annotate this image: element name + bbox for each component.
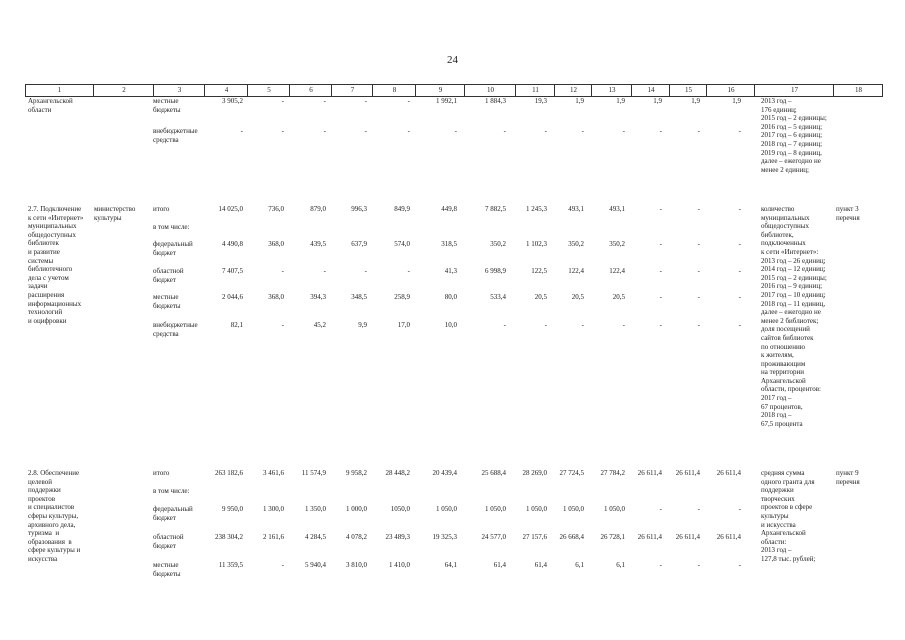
- measure-name: Архангельской области: [28, 97, 73, 114]
- value-cell: -: [281, 97, 284, 105]
- value-cell: -: [738, 127, 741, 135]
- value-cell: -: [659, 561, 662, 569]
- value-cell: 64,1: [444, 561, 457, 569]
- value-cell: 19 325,3: [432, 533, 457, 541]
- header-cell: 5: [247, 85, 290, 96]
- value-cell: -: [659, 205, 662, 213]
- value-cell: -: [659, 240, 662, 248]
- value-cell: 26 611,4: [716, 533, 741, 541]
- value-cell: 26 611,4: [675, 533, 700, 541]
- measure-name: 2.8. Обеспечение целевой поддержки проектов и специалистов сферы культуры, архивного дела, туризма и образования в сфере культуры и искусства: [28, 469, 81, 563]
- value-cell: 5 940,4: [305, 561, 326, 569]
- source-cell: итого: [153, 469, 170, 477]
- value-cell: 1 102,3: [526, 240, 547, 248]
- header-cell: 2: [93, 85, 154, 96]
- value-cell: 3 810,0: [346, 561, 367, 569]
- value-cell: 4 078,2: [346, 533, 367, 541]
- value-cell: 45,2: [313, 321, 326, 329]
- header-cell: 3: [153, 85, 205, 96]
- value-cell: -: [544, 321, 547, 329]
- value-cell: 26 611,4: [637, 533, 662, 541]
- value-cell: 28 269,0: [522, 469, 547, 477]
- value-cell: 238 304,2: [215, 533, 243, 541]
- value-cell: 350,2: [609, 240, 625, 248]
- header-cell: 18: [833, 85, 883, 96]
- value-cell: -: [364, 127, 367, 135]
- header-cell: 1: [57, 86, 62, 94]
- value-cell: 6,1: [575, 561, 584, 569]
- value-cell: 4 490,8: [222, 240, 243, 248]
- value-cell: 439,5: [310, 240, 326, 248]
- value-cell: 1,9: [653, 97, 662, 105]
- source-cell: областной бюджет: [153, 533, 184, 550]
- value-cell: -: [659, 321, 662, 329]
- value-cell: 11 359,5: [218, 561, 243, 569]
- value-cell: 9 950,0: [222, 505, 243, 513]
- value-cell: 25 688,4: [481, 469, 506, 477]
- value-cell: -: [659, 267, 662, 275]
- value-cell: -: [364, 267, 367, 275]
- value-cell: 368,0: [268, 240, 284, 248]
- value-cell: -: [738, 321, 741, 329]
- value-cell: -: [622, 321, 625, 329]
- value-cell: 1 350,0: [305, 505, 326, 513]
- value-cell: -: [697, 561, 700, 569]
- value-cell: -: [738, 267, 741, 275]
- value-cell: 1 992,1: [436, 97, 457, 105]
- value-cell: 122,4: [568, 267, 584, 275]
- header-cell: 12: [554, 85, 592, 96]
- value-cell: 533,4: [490, 293, 506, 301]
- source-cell: областной бюджет: [153, 267, 184, 284]
- header-cell: 11: [515, 85, 555, 96]
- value-cell: -: [503, 321, 506, 329]
- header-cell: 4: [204, 85, 248, 96]
- value-cell: 26 728,1: [600, 533, 625, 541]
- value-cell: -: [659, 293, 662, 301]
- value-cell: 1 245,3: [526, 205, 547, 213]
- value-cell: 20,5: [612, 293, 625, 301]
- value-cell: 7 407,5: [222, 267, 243, 275]
- value-cell: -: [697, 205, 700, 213]
- header-cell: 13: [591, 85, 632, 96]
- value-cell: -: [659, 127, 662, 135]
- value-cell: -: [240, 127, 243, 135]
- table-header: [25, 84, 883, 97]
- indicator-cell: 2013 год – 176 единиц; 2015 год – 2 единицы; 2016 год – 5 единиц; 2017 год – 6 единиц; 2018 год – 7 единиц; 2019 год – 8 единиц, далее – ежегодно не менее 2 единиц;: [761, 97, 827, 174]
- value-cell: 493,1: [568, 205, 584, 213]
- value-cell: 26 611,4: [637, 469, 662, 477]
- header-cell: 7: [331, 85, 373, 96]
- reference-cell: пункт 3 перечня: [836, 205, 860, 222]
- value-cell: -: [738, 240, 741, 248]
- value-cell: -: [697, 321, 700, 329]
- value-cell: 9 958,2: [346, 469, 367, 477]
- value-cell: -: [659, 505, 662, 513]
- source-cell: федеральный бюджет: [153, 505, 193, 522]
- value-cell: 26 611,4: [675, 469, 700, 477]
- value-cell: 637,9: [351, 240, 367, 248]
- value-cell: -: [738, 205, 741, 213]
- value-cell: -: [407, 267, 410, 275]
- value-cell: 2 161,6: [263, 533, 284, 541]
- executor-cell: министерство культуры: [94, 205, 136, 222]
- value-cell: -: [738, 561, 741, 569]
- value-cell: 1 050,0: [485, 505, 506, 513]
- header-cell: 16: [706, 85, 755, 96]
- page-number: 24: [447, 54, 458, 66]
- value-cell: -: [323, 97, 326, 105]
- value-cell: 1 884,3: [485, 97, 506, 105]
- value-cell: 17,0: [397, 321, 410, 329]
- value-cell: 20,5: [571, 293, 584, 301]
- value-cell: 1,9: [575, 97, 584, 105]
- value-cell: 24 577,0: [481, 533, 506, 541]
- source-cell: местные бюджеты: [153, 561, 181, 578]
- value-cell: 3 905,2: [222, 97, 243, 105]
- value-cell: 449,8: [441, 205, 457, 213]
- value-cell: 996,3: [351, 205, 367, 213]
- value-cell: 27 784,2: [600, 469, 625, 477]
- in-total-label: в том числе:: [153, 487, 190, 495]
- value-cell: -: [281, 127, 284, 135]
- value-cell: 263 182,6: [215, 469, 243, 477]
- value-cell: 1 410,0: [389, 561, 410, 569]
- reference-cell: пункт 9 перечня: [836, 469, 860, 486]
- value-cell: 26 668,4: [559, 533, 584, 541]
- header-cell: 8: [372, 85, 416, 96]
- value-cell: 20,5: [534, 293, 547, 301]
- value-cell: -: [281, 267, 284, 275]
- value-cell: 493,1: [609, 205, 625, 213]
- value-cell: 1,9: [732, 97, 741, 105]
- value-cell: 879,0: [310, 205, 326, 213]
- value-cell: -: [281, 561, 284, 569]
- indicator-cell: средняя сумма одного гранта для поддержки творческих проектов в сфере культуры и искусства Архангельской области: 2013 год – 127,8 тыс. рублей;: [761, 469, 816, 563]
- value-cell: -: [581, 127, 584, 135]
- value-cell: 1,9: [691, 97, 700, 105]
- value-cell: 350,2: [490, 240, 506, 248]
- value-cell: -: [407, 127, 410, 135]
- header-cell: 10: [464, 85, 516, 96]
- value-cell: -: [697, 240, 700, 248]
- header-cell: 14: [631, 85, 670, 96]
- source-cell: федеральный бюджет: [153, 240, 193, 257]
- value-cell: -: [738, 293, 741, 301]
- value-cell: -: [323, 127, 326, 135]
- value-cell: 41,3: [444, 267, 457, 275]
- header-cell: 6: [289, 85, 332, 96]
- value-cell: -: [454, 127, 457, 135]
- value-cell: 1 300,0: [263, 505, 284, 513]
- value-cell: 2 044,6: [222, 293, 243, 301]
- value-cell: 736,0: [268, 205, 284, 213]
- value-cell: -: [622, 127, 625, 135]
- value-cell: 28 448,2: [385, 469, 410, 477]
- value-cell: 1,9: [616, 97, 625, 105]
- value-cell: 19,3: [534, 97, 547, 105]
- header-cell: 17: [754, 85, 834, 96]
- value-cell: 258,9: [394, 293, 410, 301]
- value-cell: 61,4: [534, 561, 547, 569]
- header-cell: 15: [669, 85, 707, 96]
- value-cell: 1 000,0: [346, 505, 367, 513]
- source-cell: местные бюджеты: [153, 97, 181, 114]
- value-cell: 10,0: [444, 321, 457, 329]
- value-cell: 122,4: [609, 267, 625, 275]
- source-cell: внебюджетные средства: [153, 127, 198, 144]
- value-cell: 82,1: [230, 321, 243, 329]
- header-cell: 9: [415, 85, 465, 96]
- value-cell: 1 050,0: [604, 505, 625, 513]
- source-cell: внебюджетные средства: [153, 321, 198, 338]
- value-cell: 1 050,0: [436, 505, 457, 513]
- value-cell: 80,0: [444, 293, 457, 301]
- value-cell: 4 284,5: [305, 533, 326, 541]
- value-cell: 368,0: [268, 293, 284, 301]
- in-total-label: в том числе:: [153, 223, 190, 231]
- value-cell: 122,5: [531, 267, 547, 275]
- source-cell: местные бюджеты: [153, 293, 181, 310]
- value-cell: 26 611,4: [716, 469, 741, 477]
- value-cell: 14 025,0: [218, 205, 243, 213]
- value-cell: 1 050,0: [526, 505, 547, 513]
- value-cell: 849,9: [394, 205, 410, 213]
- value-cell: -: [738, 505, 741, 513]
- value-cell: -: [697, 293, 700, 301]
- value-cell: 61,4: [493, 561, 506, 569]
- indicator-cell: количество муниципальных общедоступных библиотек, подключенных к сети «Интернет»: 2013 год – 26 единиц; 2014 год – 12 единиц; 2015 год – 2 единицы; 2016 год – 9 единиц; 2017 год – 10 единиц; 2018 год – 11 единиц, далее – ежегодно не менее 2 библиотек; доля посещений сайтов библиотек по отношению к жителям, проживающим на территории Архангельской области, процентов: 2017 год – 67 процентов, 2018 год – 67,5 процента: [761, 205, 827, 428]
- value-cell: -: [544, 127, 547, 135]
- value-cell: 6,1: [616, 561, 625, 569]
- value-cell: 20 439,4: [432, 469, 457, 477]
- value-cell: 11 574,9: [301, 469, 326, 477]
- value-cell: 574,0: [394, 240, 410, 248]
- value-cell: -: [581, 321, 584, 329]
- value-cell: -: [697, 505, 700, 513]
- value-cell: 6 998,9: [485, 267, 506, 275]
- value-cell: -: [364, 97, 367, 105]
- value-cell: 318,5: [441, 240, 457, 248]
- value-cell: 394,3: [310, 293, 326, 301]
- value-cell: -: [697, 267, 700, 275]
- value-cell: -: [697, 127, 700, 135]
- measure-name: 2.7. Подключение к сети «Интернет» муниципальных общедоступных библиотек и развитие системы библиотечного дела с учетом задачи расширения информационных технологий и оцифровки: [28, 205, 84, 325]
- value-cell: -: [503, 127, 506, 135]
- value-cell: 350,2: [568, 240, 584, 248]
- value-cell: 7 882,5: [485, 205, 506, 213]
- value-cell: 3 461,6: [263, 469, 284, 477]
- value-cell: 23 489,3: [385, 533, 410, 541]
- value-cell: 27 157,6: [522, 533, 547, 541]
- value-cell: -: [407, 97, 410, 105]
- value-cell: -: [281, 321, 284, 329]
- value-cell: 27 724,5: [559, 469, 584, 477]
- value-cell: -: [323, 267, 326, 275]
- value-cell: 1050,0: [390, 505, 410, 513]
- value-cell: 1 050,0: [563, 505, 584, 513]
- value-cell: 9,9: [358, 321, 367, 329]
- source-cell: итого: [153, 205, 170, 213]
- value-cell: 348,5: [351, 293, 367, 301]
